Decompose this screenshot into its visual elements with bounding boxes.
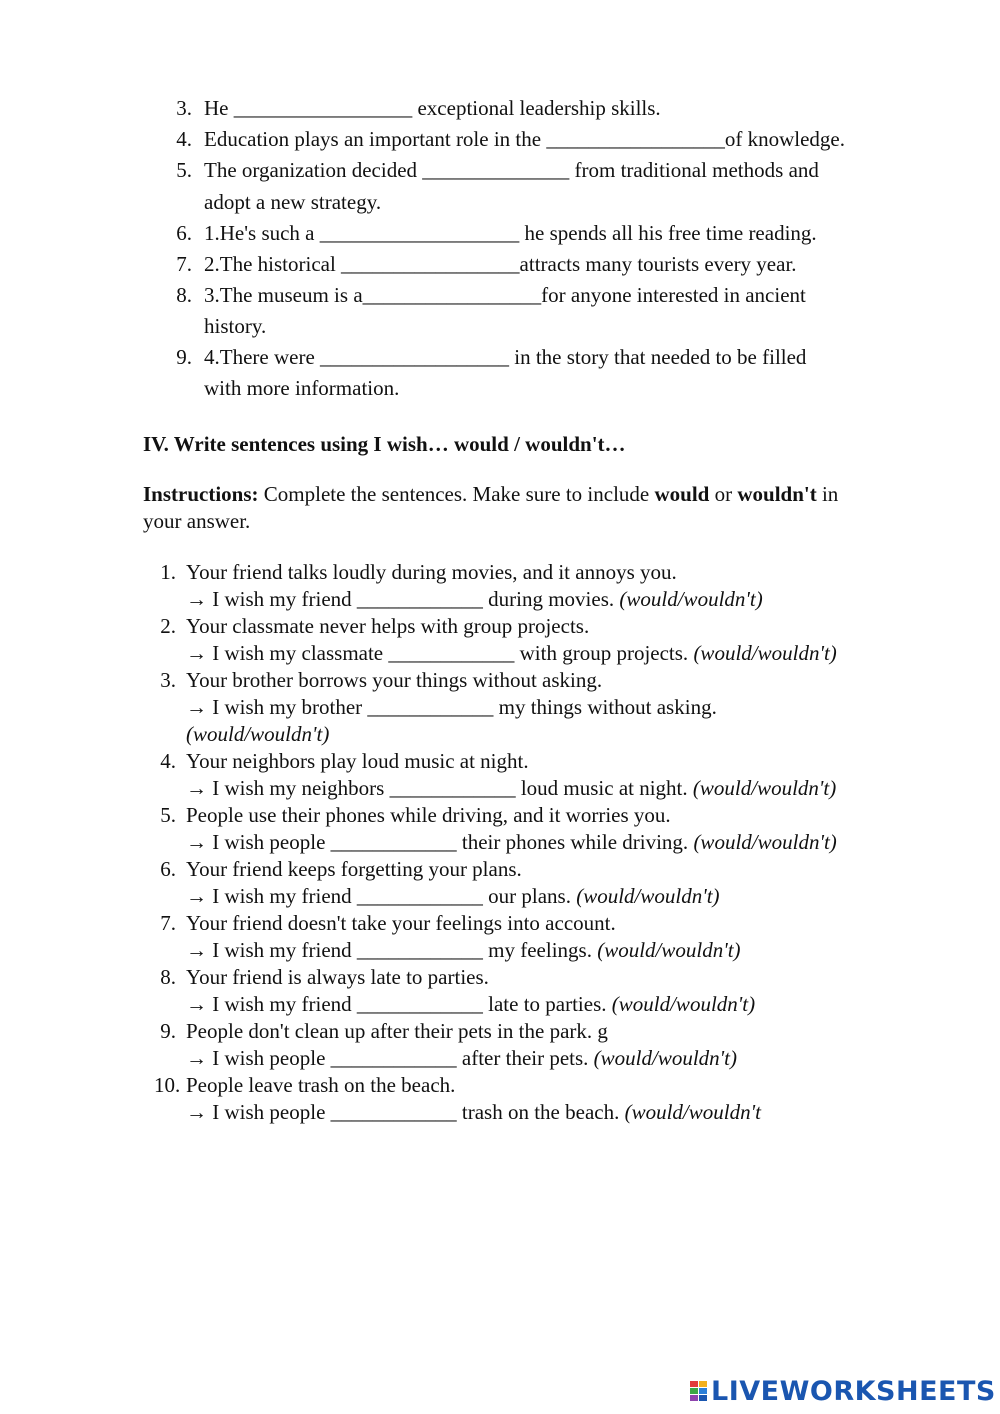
answer-line — [186, 883, 720, 909]
item-number: 3. — [160, 668, 176, 692]
item-number: 2. — [160, 614, 176, 638]
answer-hint: (would/wouldn't) — [693, 641, 837, 665]
liveworksheets-logo[interactable] — [690, 1376, 996, 1406]
situation-prompt: Your friend talks loudly during movies, and it annoys you. — [186, 560, 677, 584]
situation-prompt: People don't clean up after their pets in the park. g — [186, 1019, 608, 1043]
answer-hint: (would/wouldn't) — [619, 587, 763, 611]
exercise-3-sentence: Education plays an important role in the _________________of knowledge. — [204, 127, 845, 151]
answer-text: → I wish my friend ____________ during movies. — [186, 587, 620, 611]
answer-hint: (would/wouldn't) — [576, 884, 720, 908]
answer-line — [186, 1045, 737, 1071]
situation-prompt: People use their phones while driving, and it worries you. — [186, 803, 671, 827]
item-number: 7. — [160, 911, 176, 935]
answer-line — [186, 640, 837, 666]
answer-text: → I wish my friend ____________ my feelings. — [186, 938, 598, 962]
answer-text: → I wish my classmate ____________ with group projects. — [186, 641, 694, 665]
exercise-3-sentence: 2.The historical _________________attracts many tourists every year. — [204, 252, 797, 276]
item-number: 1. — [160, 560, 176, 584]
exercise-3-sentence-continued: history. — [204, 314, 267, 338]
exercise-3-sentence: 3.The museum is a_________________for anyone interested in ancient — [204, 283, 806, 307]
situation-prompt: Your friend is always late to parties. — [186, 965, 489, 989]
answer-hint: (would/wouldn't — [624, 1100, 761, 1124]
item-number: 6. — [160, 857, 176, 881]
situation-prompt: Your brother borrows your things without asking. — [186, 668, 603, 692]
instructions — [143, 481, 838, 507]
answer-line — [186, 775, 836, 801]
instructions-text: in — [816, 482, 839, 506]
item-number: 4. — [160, 749, 176, 773]
exercise-3-sentence: He _________________ exceptional leadership skills. — [204, 96, 661, 120]
item-number: 6. — [176, 221, 192, 245]
item-number: 8. — [160, 965, 176, 989]
answer-line — [186, 991, 755, 1017]
exercise-3-sentence: 1.He's such a ___________________ he spends all his free time reading. — [204, 221, 817, 245]
answer-line — [186, 829, 837, 855]
item-number: 7. — [176, 252, 192, 276]
answer-text: → I wish my friend ____________ late to parties. — [186, 992, 612, 1016]
answer-hint: (would/wouldn't) — [593, 1046, 738, 1070]
exercise-3-sentence: The organization decided ______________ from traditional methods and — [204, 158, 819, 182]
liveworksheets-logo-text: LIVEWORKSHEETS — [711, 1375, 996, 1407]
answer-hint: (would/wouldn't) — [597, 938, 741, 962]
item-number: 9. — [176, 345, 192, 369]
liveworksheets-logo-icon — [690, 1379, 708, 1403]
instructions-keyword-wouldnt: wouldn't — [737, 482, 817, 506]
item-number: 5. — [160, 803, 176, 827]
instructions-continued: your answer. — [143, 509, 251, 533]
situation-prompt: Your friend keeps forgetting your plans. — [186, 857, 522, 881]
exercise-3-sentence-continued: adopt a new strategy. — [204, 190, 382, 214]
answer-line — [186, 937, 741, 963]
exercise-3-sentence-continued: with more information. — [204, 376, 400, 400]
item-number: 3. — [176, 96, 192, 120]
item-number: 4. — [176, 127, 192, 151]
answer-hint: (would/wouldn't) — [611, 992, 756, 1016]
instructions-keyword-would: would — [654, 482, 710, 506]
instructions-text: Complete the sentences. Make sure to include — [258, 482, 655, 506]
item-number: 5. — [176, 158, 192, 182]
section-heading: IV. Write sentences using I wish… would / wouldn't… — [143, 432, 626, 456]
answer-hint: (would/wouldn't) — [692, 776, 837, 800]
situation-prompt: Your classmate never helps with group projects. — [186, 614, 590, 638]
answer-text: → I wish people ____________ trash on the beach. — [186, 1100, 625, 1124]
answer-hint: (would/wouldn't) — [693, 830, 837, 854]
situation-prompt: People leave trash on the beach. — [186, 1073, 456, 1097]
answer-hint: (would/wouldn't) — [186, 722, 330, 746]
answer-line — [186, 586, 763, 612]
instructions-text: or — [709, 482, 738, 506]
answer-line — [186, 1099, 761, 1125]
item-number: 9. — [160, 1019, 176, 1043]
answer-text: → I wish my friend ____________ our plans. — [186, 884, 577, 908]
answer-text: → I wish my neighbors ____________ loud music at night. — [186, 776, 693, 800]
situation-prompt: Your friend doesn't take your feelings into account. — [186, 911, 616, 935]
situation-prompt: Your neighbors play loud music at night. — [186, 749, 529, 773]
answer-text: → I wish people ____________ their phones while driving. — [186, 830, 694, 854]
item-number: 8. — [176, 283, 192, 307]
instructions-label: Instructions: — [143, 482, 259, 506]
answer-line: → I wish my brother ____________ my things without asking. — [186, 695, 717, 719]
answer-text: → I wish people ____________ after their pets. — [186, 1046, 594, 1070]
exercise-3-sentence: 4.There were __________________ in the story that needed to be filled — [204, 345, 807, 369]
item-number: 10. — [154, 1073, 181, 1097]
